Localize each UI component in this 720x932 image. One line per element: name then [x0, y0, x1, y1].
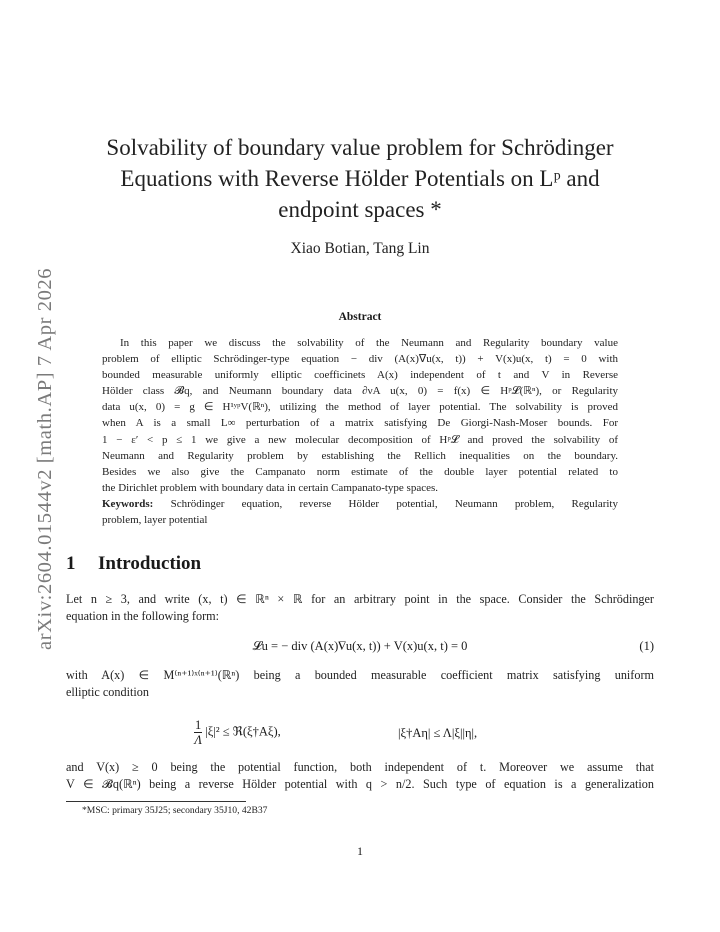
abstract-line: In this paper we discuss the solvability of the Neumann and Regularity boundary value	[120, 337, 618, 349]
title-line: endpoint spaces *	[278, 197, 442, 222]
intro-paragraph	[66, 759, 654, 793]
footnote-rule	[66, 801, 246, 802]
page-number: 1	[357, 844, 363, 858]
intro-paragraph	[66, 591, 654, 625]
abstract-line: data u(x, 0) = g ∈ H¹ʸᵖV(ℝⁿ), utilizing the method of layer potential. The solvability is proved	[102, 401, 618, 414]
ellipticity-lower-bound	[194, 718, 281, 747]
abstract-line: when A is a small L∞ perturbation of a matrix satisfying De Giorgi-Nash-Moser bounds. For	[102, 417, 618, 430]
abstract-body	[102, 335, 618, 528]
paragraph-line: with A(x) ∈ M⁽ⁿ⁺¹⁾ˣ⁽ⁿ⁺¹⁾(ℝⁿ) being a bounded measurable coefficient matrix satisfying uniform	[66, 668, 654, 682]
keywords-label: Keywords:	[102, 497, 154, 510]
arxiv-identifier-text: arXiv:2604.01544v2 [math.AP] 7 Apr 2026	[34, 267, 56, 650]
keywords-line	[102, 496, 618, 512]
fraction-denominator: Λ	[194, 733, 202, 747]
section-heading	[66, 553, 654, 575]
arxiv-identifier-stamp	[14, 252, 54, 652]
abstract-line: 1 − ε′ < p ≤ 1 we give a new molecular decomposition of Hᵖ𝓛 and proved the solvability of	[102, 433, 618, 446]
fraction	[194, 718, 202, 747]
section-number: 1	[66, 553, 76, 574]
abstract-line: problem of elliptic Schrödinger-type equation − div (A(x)∇u(x, t)) + V(x)u(x, t) = 0 with	[102, 353, 618, 366]
paragraph-line: equation in the following form:	[66, 609, 219, 623]
abstract-line: Besides we also give the Campanato norm estimate of the double layer potential related to	[102, 465, 618, 478]
section-title: Introduction	[98, 553, 202, 574]
equation-body: 𝓛u = − div (A(x)∇u(x, t)) + V(x)u(x, t) = 0	[252, 639, 468, 653]
footnote: *MSC: primary 35J25; secondary 35J10, 42B37	[82, 805, 268, 816]
keywords-text: Schrödinger equation, reverse Hölder potential, Neumann problem, Regularity	[153, 497, 618, 510]
paragraph-line: Let n ≥ 3, and write (x, t) ∈ ℝⁿ × ℝ for an arbitrary point in the space. Consider the Schrödinger	[66, 592, 654, 606]
abstract-line: bounded measurable uniformly elliptic coefficinets A(x) independent of t and V in Reverse	[102, 369, 618, 382]
abstract-heading: Abstract	[338, 311, 382, 323]
ellipticity-conditions	[66, 714, 654, 750]
lower-bound-expression: |ξ|² ≤ ℜ(ξ†Aξ),	[205, 724, 281, 739]
abstract-line: Hölder class 𝓑q, and Neumann boundary data ∂νA u(x, 0) = f(x) ∈ Hᵖ𝓛(ℝⁿ), or Regularity	[102, 385, 618, 398]
paragraph-line: elliptic condition	[66, 685, 149, 699]
ellipticity-upper-bound: |ξ†Aη| ≤ Λ|ξ||η|,	[398, 726, 478, 740]
equation-number: (1)	[639, 639, 654, 653]
intro-paragraph	[66, 667, 654, 701]
fraction-numerator: 1	[195, 718, 202, 732]
title-line: Solvability of boundary value problem for Schrödinger	[106, 135, 614, 160]
abstract-line: the Dirichlet problem with boundary data in certain Campanato-type spaces.	[102, 481, 438, 494]
paper-title	[66, 132, 654, 225]
keywords-line: problem, layer potential	[102, 514, 208, 527]
title-line: Equations with Reverse Hölder Potentials on Lᵖ and	[120, 166, 600, 191]
abstract-line: Neumann and Regularity problem by establishing the Rellich inequalities on the boundary.	[102, 449, 618, 462]
paragraph-line: and V(x) ≥ 0 being the potential function, both independent of t. Moreover we assume that	[66, 760, 654, 774]
equation-1	[66, 637, 654, 657]
paragraph-line: V ∈ 𝓑q(ℝⁿ) being a reverse Hölder potential with q > n/2. Such type of equation is a generalization	[66, 777, 654, 791]
paper-authors: Xiao Botian, Tang Lin	[290, 240, 430, 257]
